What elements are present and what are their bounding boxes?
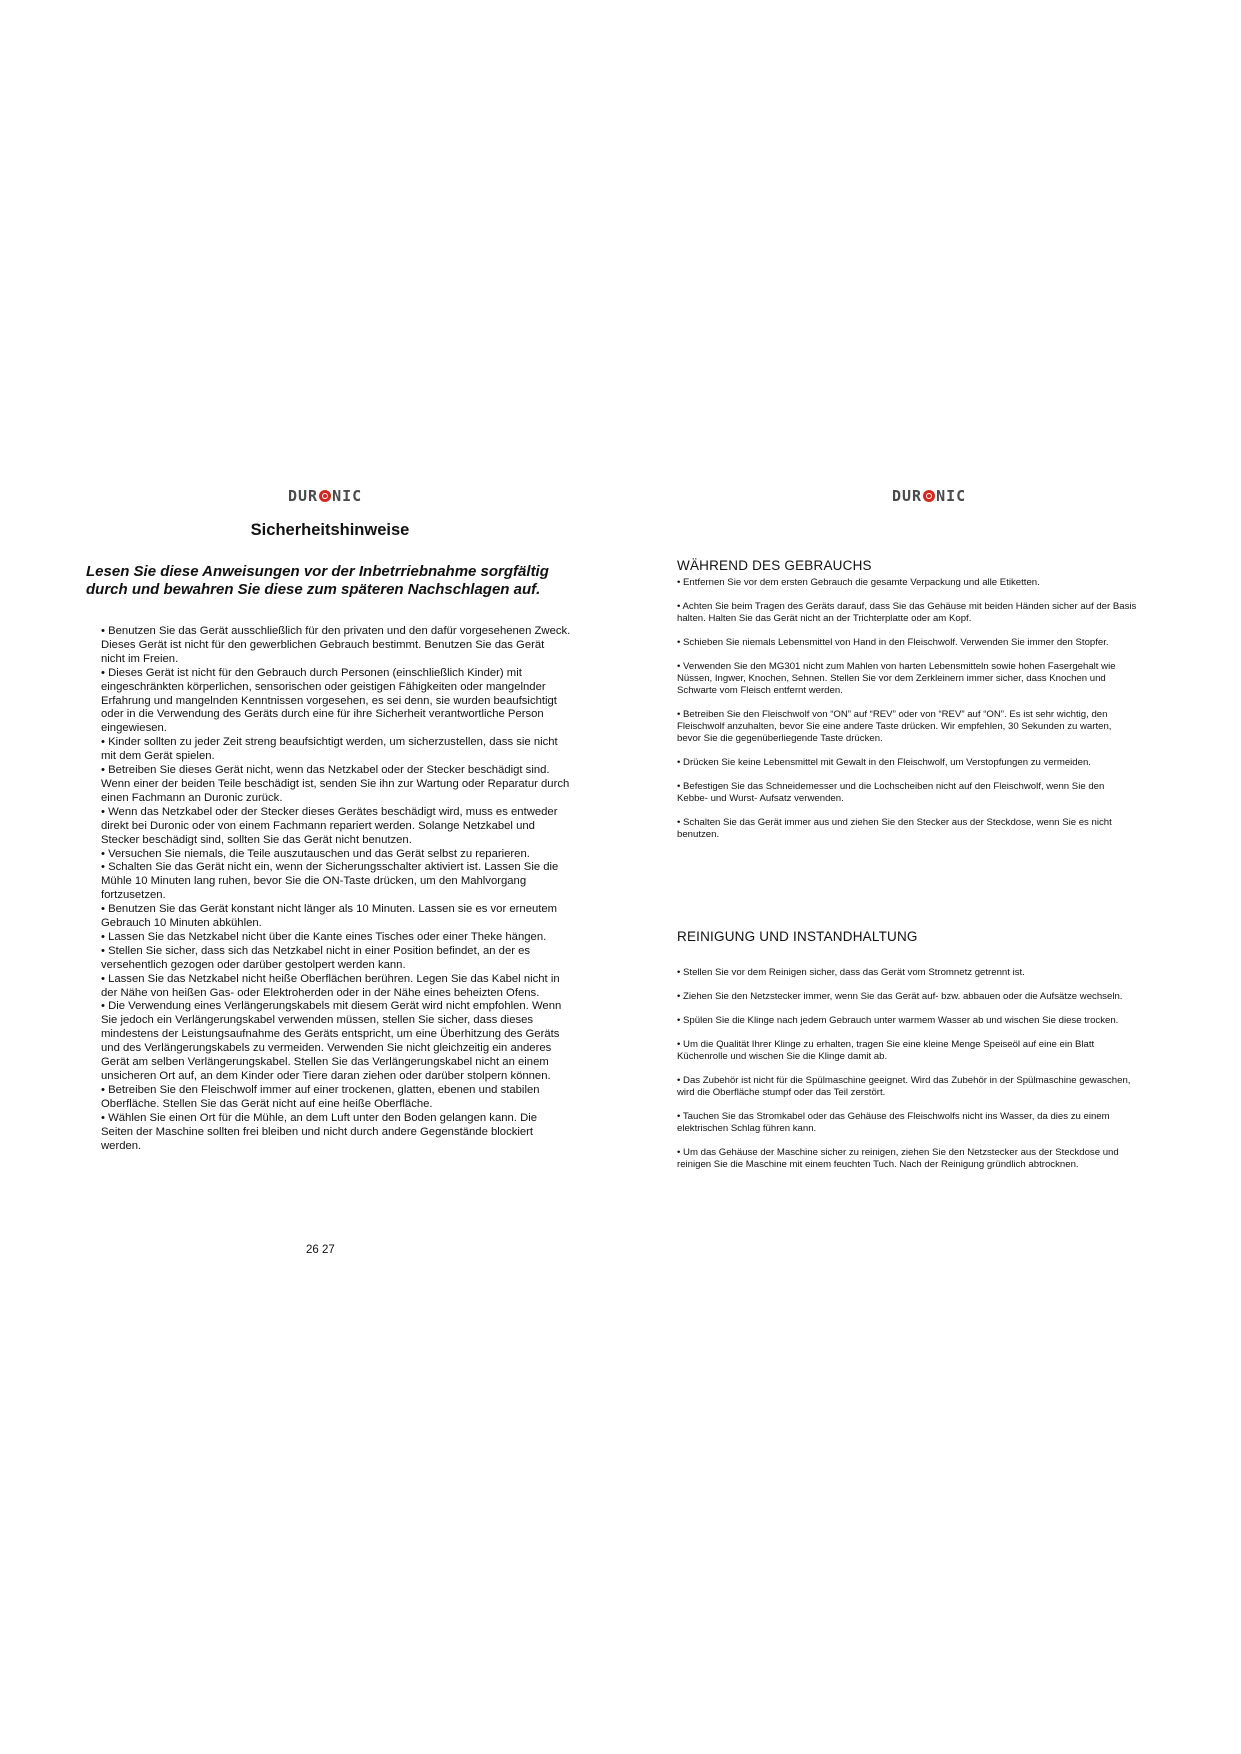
list-item: • Kinder sollten zu jeder Zeit streng beaufsichtigt werden, um sicherzustellen, dass sie nicht mit dem Gerät spielen. (101, 736, 558, 763)
page-title: Sicherheitshinweise (250, 521, 410, 539)
logo-text-left-part: DUR (892, 487, 923, 505)
list-item: • Lassen Sie das Netzkabel nicht heiße Oberflächen berühren. Legen Sie das Kabel nicht in der Nähe von heißen Gas- oder Elektroherden oder in der Nähe eines beheizten Ofens. (101, 972, 560, 999)
list-item: • Tauchen Sie das Stromkabel oder das Gehäuse des Fleischwolfs nicht ins Wasser, da dies zu einem elektrischen Schlag führen kann. (677, 1111, 1110, 1134)
list-item: • Betreiben Sie den Fleischwolf immer auf einer trockenen, glatten, ebenen und stabilen Oberfläche. Stellen Sie das Gerät nicht auf eine heiße Oberfläche. (101, 1083, 540, 1110)
usage-list (677, 577, 1137, 853)
list-item: • Stellen Sie vor dem Reinigen sicher, dass das Gerät vom Stromnetz getrennt ist. (677, 967, 1025, 978)
list-item: • Benutzen Sie das Gerät ausschließlich für den privaten und den dafür vorgesehenen Zweck. Dieses Gerät ist nicht für den gewerblichen Gebrauch bestimmt. Benutzen Sie das Gerät nicht im Freien. (101, 625, 571, 665)
list-item: • Entfernen Sie vor dem ersten Gebrauch die gesamte Verpackung und alle Etiketten. (677, 577, 1040, 588)
list-item: • Drücken Sie keine Lebensmittel mit Gewalt in den Fleischwolf, um Verstopfungen zu vermeiden. (677, 757, 1091, 768)
list-item: • Ziehen Sie den Netzstecker immer, wenn Sie das Gerät auf- bzw. abbauen oder die Aufsätze wechseln. (677, 991, 1123, 1002)
list-item: • Um die Qualität Ihrer Klinge zu erhalten, tragen Sie eine kleine Menge Speiseöl auf eine ein Blatt Küchenrolle und wischen Sie die Klinge damit ab. (677, 1039, 1095, 1062)
safety-list (101, 625, 571, 1153)
list-item: • Verwenden Sie den MG301 nicht zum Mahlen von harten Lebensmitteln sowie hohen Fasergehalt wie Nüssen, Ingwer, Knochen, Sehnen. Stellen Sie vor dem Zerkleinern immer sicher, dass Knochen und Schwarte vom Fleisch entfernt werden. (677, 661, 1116, 696)
list-item: • Versuchen Sie niemals, die Teile auszutauschen und das Gerät selbst zu reparieren. (101, 847, 530, 860)
page-numbers: 26 27 (306, 1244, 335, 1256)
logo-text-right-part: NIC (936, 487, 967, 505)
list-item: • Stellen Sie sicher, dass sich das Netzkabel nicht in einer Position befindet, an der es versehentlich gezogen oder darüber gestolpert werden kann. (101, 944, 531, 971)
list-item: • Wählen Sie einen Ort für die Mühle, an dem Luft unter den Boden gelangen kann. Die Seiten der Maschine sollten frei bleiben und nicht durch andere Gegenstände blockiert werden. (101, 1111, 538, 1152)
list-item: • Spülen Sie die Klinge nach jedem Gebrauch unter warmem Wasser ab und wischen Sie diese trocken. (677, 1015, 1119, 1026)
list-item: • Das Zubehör ist nicht für die Spülmaschine geeignet. Wird das Zubehör in der Spülmaschine gewaschen, wird die Oberfläche stumpf oder das Teil zerstört. (677, 1075, 1131, 1098)
list-item: • Befestigen Sie das Schneidemesser und die Lochscheiben nicht auf den Fleischwolf, wenn Sie den Kebbe- und Wurst- Aufsatz verwenden. (677, 781, 1105, 804)
list-item: • Schalten Sie das Gerät nicht ein, wenn der Sicherungsschalter aktiviert ist. Lassen Sie die Mühle 10 Minuten lang ruhen, bevor Sie die ON-Taste drücken, um den Mahlvorgang fortzusetzen. (101, 861, 559, 902)
list-item: • Schalten Sie das Gerät immer aus und ziehen Sie den Stecker aus der Steckdose, wenn Sie es nicht benutzen. (677, 817, 1112, 840)
cleaning-list (677, 967, 1137, 1183)
logo-text-right-part: NIC (332, 487, 363, 505)
list-item: • Lassen Sie das Netzkabel nicht über die Kante eines Tisches oder einer Theke hängen. (101, 930, 547, 943)
logo-text-left-part: DUR (288, 487, 319, 505)
section-heading-use: WÄHREND DES GEBRAUCHS (677, 558, 872, 573)
list-item: • Wenn das Netzkabel oder der Stecker dieses Gerätes beschädigt wird, muss es entweder direkt bei Duronic oder von einem Fachmann repariert werden. Solange Netzkabel und Stecker beschädigt sind, sollten Sie das Gerät nicht benutzen. (101, 805, 558, 846)
list-item: • Betreiben Sie den Fleischwolf von “ON” auf “REV” oder von “REV” auf “ON”. Es ist sehr wichtig, den Fleischwolf anzuhalten, bevor Sie eine andere Taste drücken. Wir empfehlen, 30 Sekunden zu warten, bevor Sie die gegenüberliegende Taste drücken. (677, 709, 1112, 744)
list-item: • Achten Sie beim Tragen des Geräts darauf, dass Sie das Gehäuse mit beiden Händen sicher auf der Basis halten. Halten Sie das Gerät nicht an der Trichterplatte oder am Kopf. (677, 601, 1137, 624)
section-heading-cleaning: REINIGUNG UND INSTANDHALTUNG (677, 929, 918, 944)
list-item: • Betreiben Sie dieses Gerät nicht, wenn das Netzkabel oder der Stecker beschädigt sind. Wenn einer der beiden Teile beschädigt ist, senden Sie ihn zur Wartung oder Reparatur durch einen Fachmann an Duronic zurück. (101, 764, 570, 804)
intro-instruction: Lesen Sie diese Anweisungen vor der Inbetrriebnahme sorgfältig durch und bewahren Sie diese zum späteren Nachschlagen auf. (86, 563, 549, 598)
duronic-logo-right (892, 487, 966, 505)
list-item: • Die Verwendung eines Verlängerungskabels mit diesem Gerät wird nicht empfohlen. Wenn Sie jedoch ein Verlängerungskabel verwenden müssen, stellen Sie sicher, dass dieses mindestens der Leistungsaufnahme des Geräts entspricht, um eine Überhitzung des Geräts und des Verlängerungskabels zu vermeiden. Verwenden Sie nicht gleichzeitig ein anderes Gerät am selben Verlängerungskabel. Stellen Sie das Verlängerungskabel nicht an einem unsicheren Ort auf, an dem Kinder oder Tiere daran ziehen oder darüber stolpern können. (101, 1000, 562, 1082)
logo-o-icon (923, 490, 935, 502)
logo-o-icon (319, 490, 331, 502)
duronic-logo-left (288, 487, 362, 505)
list-item: • Dieses Gerät ist nicht für den Gebrauch durch Personen (einschließlich Kinder) mit eingeschränkten körperlichen, sensorischen oder geistigen Fähigkeiten oder mangelnder Erfahrung und mangelnden Kenntnissen vorgesehen, es sei denn, sie wurden beaufsichtigt oder in die Verwendung des Geräts durch eine für ihre Sicherheit verantwortliche Person eingewiesen. (101, 666, 557, 735)
list-item: • Um das Gehäuse der Maschine sicher zu reinigen, ziehen Sie den Netzstecker aus der Steckdose und reinigen Sie die Maschine mit einem feuchten Tuch. Nach der Reinigung gründlich abtrocknen. (677, 1147, 1119, 1170)
list-item: • Schieben Sie niemals Lebensmittel von Hand in den Fleischwolf. Verwenden Sie immer den Stopfer. (677, 637, 1109, 648)
list-item: • Benutzen Sie das Gerät konstant nicht länger als 10 Minuten. Lassen sie es vor erneutem Gebrauch 10 Minuten abkühlen. (101, 903, 558, 930)
